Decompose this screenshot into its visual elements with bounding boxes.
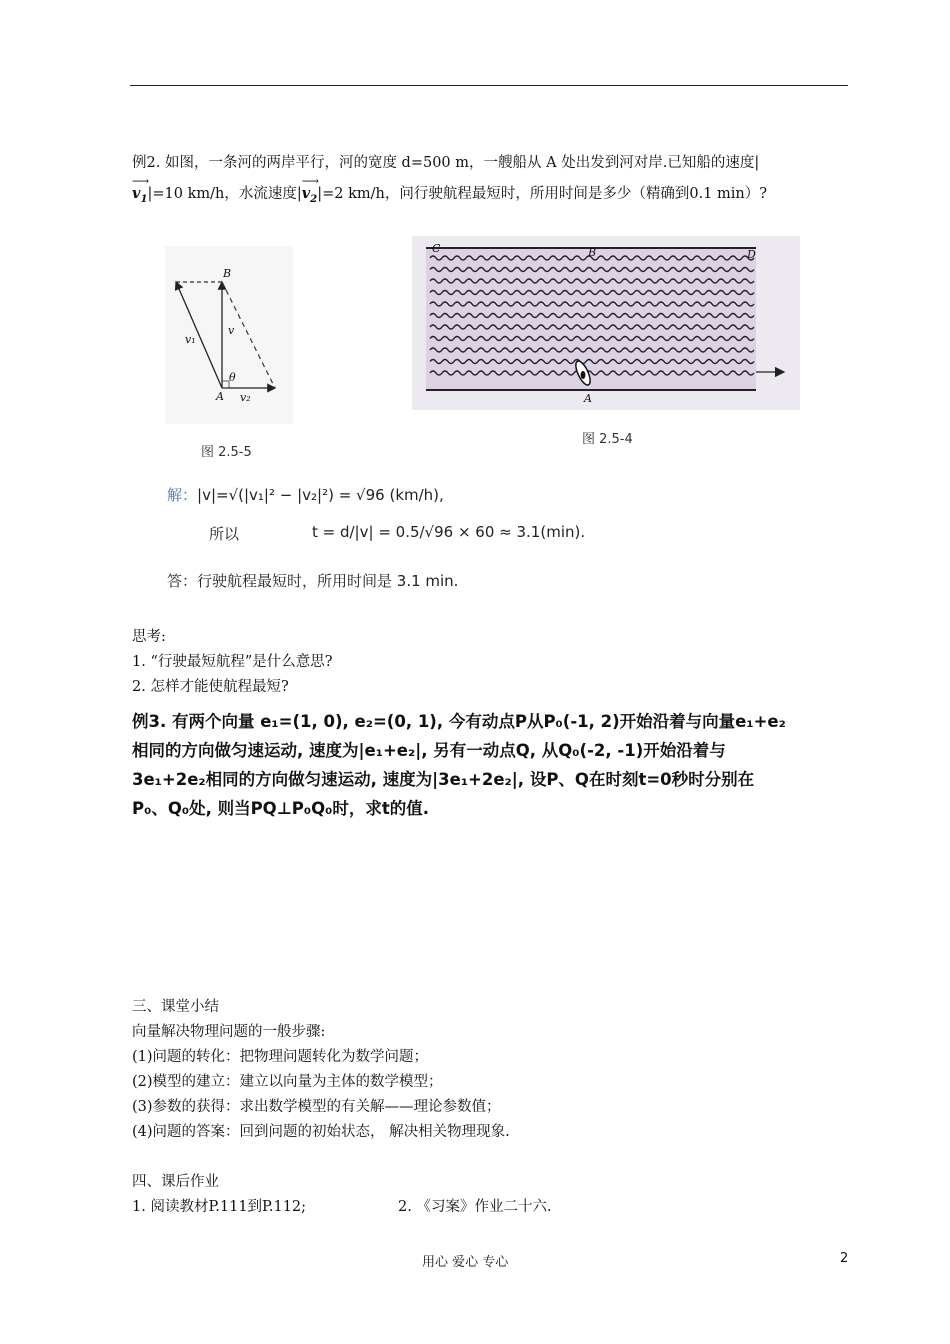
label-river-a: A xyxy=(584,392,592,405)
label-v2: v₂ xyxy=(240,391,251,404)
v2-vector: ⟶ $v_2$ xyxy=(301,174,319,205)
example3-line3: 3e₁+2e₂相同的方向做匀速运动, 速度为|3e₁+2e₂|, 设P、Q在时刻t=0秒时分别在 xyxy=(132,770,755,789)
label-a: A xyxy=(216,390,224,403)
caption-fig-2-5-4: 图 2.5-4 xyxy=(582,432,633,447)
homework-item-1: 1. 阅读教材P.111到P.112; xyxy=(132,1199,307,1215)
label-theta: θ xyxy=(229,371,236,384)
example3-line1: 例3. 有两个向量 e₁=(1, 0), e₂=(0, 1), 今有动点P从P₀(-1, 2)开始沿着与向量e₁+e₂ xyxy=(132,712,786,731)
label-d: D xyxy=(747,248,756,261)
river-diagram xyxy=(412,236,800,410)
solution-line2: t = d/|v| = 0.5/√96 × 60 ≈ 3.1(min). xyxy=(312,523,586,541)
page-number: 2 xyxy=(840,1251,849,1266)
solution-so: 所以 xyxy=(209,525,240,543)
example3-line2: 相同的方向做匀速运动, 速度为|e₁+e₂|, 另有一动点Q, 从Q₀(-2, -1)开始沿着与 xyxy=(132,741,726,760)
label-b: B xyxy=(223,267,232,280)
velocity-diagram xyxy=(165,246,293,424)
v1-vector: ⟶ $v_1$ xyxy=(132,174,150,205)
thinking-item-2: 2. 怎样才能使航程最短? xyxy=(132,679,289,695)
summary-step-1: (1)问题的转化：把物理问题转化为数学问题； xyxy=(132,1049,429,1065)
label-v1: v₁ xyxy=(185,333,196,346)
solution-label: 解： xyxy=(167,486,198,504)
homework-title: 四、课后作业 xyxy=(132,1174,219,1190)
summary-step-2: (2)模型的建立：建立以向量为主体的数学模型； xyxy=(132,1074,443,1090)
caption-fig-2-5-5: 图 2.5-5 xyxy=(201,445,252,460)
solution-answer: 答：行驶航程最短时，所用时间是 3.1 min. xyxy=(167,572,459,590)
summary-intro: 向量解决物理问题的一般步骤: xyxy=(132,1024,326,1040)
label-c: C xyxy=(432,242,441,255)
thinking-title: 思考: xyxy=(132,629,166,645)
thinking-item-1: 1. “行驶最短航程”是什么意思? xyxy=(132,654,333,670)
footer-motto: 用心 爱心 专心 xyxy=(422,1255,509,1270)
homework-item-2: 2. 《习案》作业二十六. xyxy=(398,1199,552,1215)
summary-step-3: (3)参数的获得：求出数学模型的有关解——理论参数值； xyxy=(132,1099,501,1115)
header-rule xyxy=(130,85,848,86)
example3-line4: P₀、Q₀处, 则当PQ⊥P₀Q₀时，求t的值. xyxy=(132,799,430,818)
summary-title: 三、课堂小结 xyxy=(132,999,219,1015)
label-river-b: B xyxy=(588,246,597,259)
summary-step-4: (4)问题的答案：回到问题的初始状态， 解决相关物理现象. xyxy=(132,1124,510,1140)
example2-line1: 例2. 如图，一条河的两岸平行，河的宽度 d=500 m，一艘船从 A 处出发到河对岸.已知船的速度| xyxy=(132,155,760,171)
solution-line1: 解：|v|=√(|v₁|² − |v₂|²) = √96 (km/h), xyxy=(167,486,444,504)
label-v: v xyxy=(228,324,235,337)
example2-line2: ⟶ $v_1|=10$ km/h，水流速度| ⟶ $v_2|=2$ km/h，问行驶航程最短时，所用时间是多少（精确到0.1 min）? xyxy=(132,184,767,209)
